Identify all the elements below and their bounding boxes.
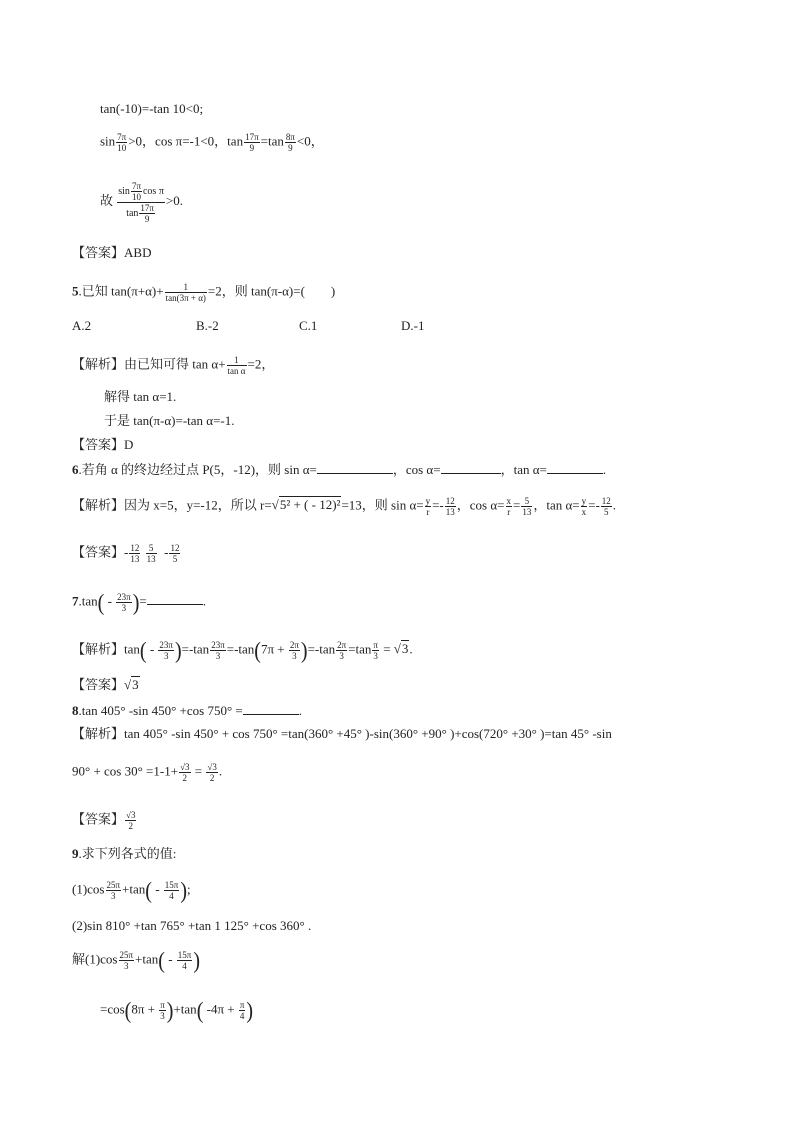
fraction: $\frac{2\pi}{3}$ xyxy=(289,640,299,661)
fraction: $\frac{2\pi}{3}$ xyxy=(337,640,347,661)
analysis-5-line3: 于是 tan(π-α)=-tan α=-1. xyxy=(104,413,235,428)
option-c: C.1 xyxy=(299,318,318,333)
fraction: $\frac{23\pi}{3}$ xyxy=(117,592,131,613)
fraction: $\frac{23\pi}{3}$ xyxy=(211,640,225,661)
analysis-8-line1: 【解析】tan 405° -sin 450° + cos 750° =tan(360° +45° )-sin(360° +90° )+cos(720° +30° )=tan 45° -sin xyxy=(72,726,612,741)
fraction: $\frac{5}{13}$ xyxy=(146,543,156,564)
line-conclusion: 故 sin $\frac{7\pi}{10}$ cos π tan $\frac{17\pi}{9}$ >0. xyxy=(100,180,183,224)
option-d: D.-1 xyxy=(401,318,425,333)
fraction: $\frac{7\pi}{10}$ xyxy=(117,132,127,153)
solution-9-line2: =cos(8π + $\frac{\pi}{3}$ )+tan( -4π + $\frac{\pi}{4}$ ) xyxy=(100,997,254,1024)
fraction: $\frac{1}{\text{tan α}}$ xyxy=(227,355,246,376)
analysis-5: 【解析】由已知可得 tan α+ $\frac{1}{\text{tan α}}$ =2， xyxy=(72,355,275,376)
fraction: $\frac{1}{\tan(3\pi + \alpha)}$ xyxy=(165,282,206,303)
question-7: 7.tan( - $\frac{23\pi}{3}$ )= . xyxy=(72,589,206,616)
fraction: $\frac{y}{x}$ xyxy=(581,496,587,517)
fraction: $\frac{25\pi}{3}$ xyxy=(106,880,121,901)
answer-4: 【答案】ABD xyxy=(72,245,152,260)
question-5: 5.已知 tan(π+α)+ $\frac{1}{\tan(3\pi + \alpha)}$ =2，则 tan(π-α)=( ) xyxy=(72,282,336,303)
question-8: 8.tan 405° -sin 450° +cos 750° = . xyxy=(72,703,302,718)
fraction: $\frac{15\pi}{4}$ xyxy=(164,880,179,901)
fraction: $\frac{25\pi}{3}$ xyxy=(119,950,134,971)
question-6: 6.若角 α 的终边经过点 P(5，-12)，则 sin α= ，cos α= ，tan α= . xyxy=(72,462,607,477)
question-9-part1: (1)cos $\frac{25\pi}{3}$ +tan( - $\frac{15\pi}{4}$ ); xyxy=(72,877,191,904)
blank xyxy=(547,461,603,474)
fraction: $\frac{x}{r}$ xyxy=(506,496,511,517)
fraction: $\frac{√3}{2}$ xyxy=(126,810,136,831)
option-a: A.2 xyxy=(72,318,92,333)
option-b: B.-2 xyxy=(196,318,219,333)
compound-fraction: sin $\frac{7\pi}{10}$ cos π tan $\frac{17\pi}{9}$ xyxy=(118,180,164,224)
answer-8: 【答案】 $\frac{√3}{2}$ xyxy=(72,810,136,831)
square-root: √3 xyxy=(124,677,139,692)
fraction: $\frac{8\pi}{9}$ xyxy=(285,132,295,153)
blank xyxy=(243,702,299,715)
fraction: $\frac{7\pi}{10}$ xyxy=(131,180,141,202)
fraction: $\frac{y}{r}$ xyxy=(425,496,431,517)
answer-6: 【答案】- $\frac{12}{13}$ $\frac{5}{13}$ - $\frac{12}{5}$ xyxy=(72,543,180,564)
fraction: $\frac{15\pi}{4}$ xyxy=(177,950,192,971)
fraction: $\frac{\pi}{4}$ xyxy=(239,1000,245,1021)
blank xyxy=(317,461,393,474)
line-tan-neg10: tan(-10)=-tan 10<0; xyxy=(100,101,204,116)
fraction: $\frac{12}{13}$ xyxy=(445,496,455,517)
answer-7: 【答案】√3 xyxy=(72,677,139,692)
fraction: $\frac{√3}{2}$ xyxy=(180,762,190,783)
answer-5: 【答案】D xyxy=(72,437,134,452)
fraction: $\frac{\pi}{3}$ xyxy=(160,1000,165,1021)
fraction: $\frac{\pi}{3}$ xyxy=(373,640,378,661)
blank xyxy=(147,592,203,605)
square-root: √5² + ( - 12)² xyxy=(271,497,341,513)
fraction: $\frac{12}{5}$ xyxy=(601,496,611,517)
fraction: $\frac{17\pi}{9}$ xyxy=(140,202,154,224)
analysis-7: 【解析】tan( - $\frac{23\pi}{3}$ )=-tan $\frac{23\pi}{3}$ =-tan(7π + $\frac{2\pi}{3}$ )=-tan $\frac{2\pi}{3}$ =tan $\frac{\pi}{3}$ = √3. xyxy=(72,637,413,664)
analysis-8-line2: 90° + cos 30° =1-1+ $\frac{√3}{2}$ = $\frac{√3}{2}$ . xyxy=(72,762,223,783)
fraction: $\frac{23\pi}{3}$ xyxy=(159,640,173,661)
blank xyxy=(441,461,501,474)
square-root: √3 xyxy=(393,641,409,657)
fraction: $\frac{17\pi}{9}$ xyxy=(245,132,259,153)
analysis-5-line2: 解得 tan α=1. xyxy=(104,389,177,404)
fraction: $\frac{5}{13}$ xyxy=(522,496,532,517)
analysis-6: 【解析】因为 x=5，y=-12，所以 r=√5² + ( - 12)²=13，则 sin α= $\frac{y}{r}$ =- $\frac{12}{13}$ ，cos α= $\frac{x}{r}$ = $\frac{5}{13}$ ，tan α= $\frac{y}{x}$ =- $\frac{12}{5}$ . xyxy=(72,496,617,517)
line-sin-cos-tan: sin $\frac{7\pi}{10}$ >0，cos π=-1<0，tan $\frac{17\pi}{9}$ =tan $\frac{8\pi}{9}$ <0， xyxy=(100,132,324,153)
fraction: $\frac{√3}{2}$ xyxy=(207,762,217,783)
question-9: 9.求下列各式的值: xyxy=(72,846,177,861)
fraction: $\frac{12}{13}$ xyxy=(130,543,140,564)
fraction: $\frac{12}{5}$ xyxy=(170,543,180,564)
question-9-part2: (2)sin 810° +tan 765° +tan 1 125° +cos 360° . xyxy=(72,918,312,933)
solution-9-line1: 解(1)cos $\frac{25\pi}{3}$ +tan( - $\frac{15\pi}{4}$ ) xyxy=(72,947,200,974)
